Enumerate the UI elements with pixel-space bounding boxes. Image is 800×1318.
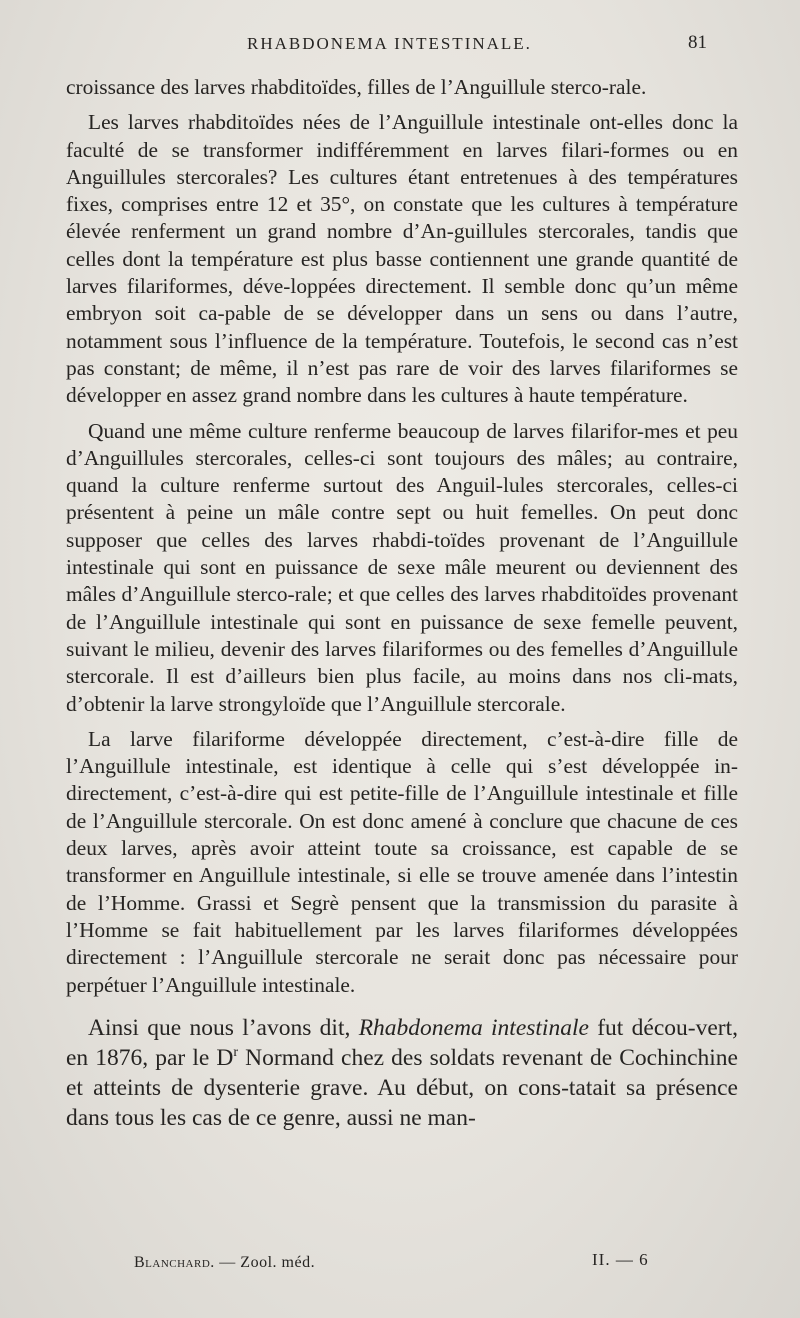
footer: [0, 1250, 800, 1278]
running-head: [0, 34, 800, 58]
text-run: Ainsi que nous l’avons dit,: [88, 1014, 359, 1041]
species-name: Rhabdonema intestinale: [358, 1014, 589, 1041]
signature-mark: II. — 6: [592, 1250, 649, 1269]
footer-citation: [134, 1254, 315, 1272]
paragraph-discovery: [66, 1013, 738, 1133]
footer-work: — Zool. méd.: [214, 1254, 316, 1271]
text-run: fut décou-vert, en 1876, par le D: [66, 1014, 738, 1071]
running-title: RHABDONEMA INTESTINALE.: [247, 34, 532, 53]
paragraph: La larve filariforme développée directement, c’est-à-dire fille de l’Anguillule intestinale, est identique à celle qui s’est développée in-directement, c’est-à-dire qui est petite-fille de l’Anguillule intestinale et fille de l’Anguillule stercorale. On est donc amené à conclure que chacune de ces deux larves, après avoir atteint toute sa croissance, est capable de se transformer en Anguillule intestinale, si elle se trouve amenée dans l’intestin de l’Homme. Grassi et Segrè pensent que la transmission du parasite à l’Homme se fait habituellement par les larves filariformes développées directement : l’Anguillule stercorale ne serait donc pas nécessaire pour perpétuer l’Anguillule intestinale.: [66, 726, 738, 997]
paragraph: Les larves rhabditoïdes nées de l’Anguillule intestinale ont-elles donc la faculté de se transformer indifféremment en larves filari-formes ou en Anguillules stercorales? Les cultures étant entretenues à des températures fixes, comprises entre 12 et 35°, on constate que les cultures à température élevée renferment un grand nombre d’An-guillules stercorales, tandis que celles dont la température est plus basse contiennent une grande quantité de larves filariformes, déve-loppées directement. Il semble donc qu’un même embryon soit ca-pable de se développer dans un sens ou dans l’autre, notamment sous l’influence de la température. Toutefois, le second cas n’est pas constant; de même, il n’est pas rare de voir des larves filariformes se développer en assez grand nombre dans les cultures à haute température.: [66, 110, 738, 408]
body-text: [66, 74, 738, 1133]
text-run: Normand chez des soldats revenant de Cochinchine et atteints de dysenterie grave. Au début, on cons-tatait sa présence dans tous les cas de ce genre, aussi ne man-: [66, 1044, 738, 1131]
footer-author: Blanchard.: [134, 1254, 215, 1271]
page-number: 81: [688, 32, 707, 53]
superscript: r: [233, 1043, 239, 1060]
paragraph: Quand une même culture renferme beaucoup de larves filarifor-mes et peu d’Anguillules stercorales, celles-ci sont toujours des mâles; au contraire, quand la culture renferme surtout des Anguil-lules stercorales, celles-ci présentent à peine un mâle contre sept ou huit femelles. On peut donc supposer que celles des larves rhabdi-toïdes provenant de l’Anguillule intestinale qui sont en puissance de sexe mâle meurent ou deviennent des mâles d’Anguillule sterco-rale; et que celles des larves rhabditoïdes provenant de l’Anguillule intestinale qui sont en puissance de sexe femelle peuvent, suivant le milieu, devenir des larves filariformes ou des femelles d’Anguillule stercorale. Il est d’ailleurs bien plus facile, au moins dans nos cli-mats, d’obtenir la larve strongyloïde que l’Anguillule stercorale.: [66, 418, 738, 716]
paragraph-continuation: croissance des larves rhabditoïdes, filles de l’Anguillule sterco-rale.: [66, 75, 647, 99]
